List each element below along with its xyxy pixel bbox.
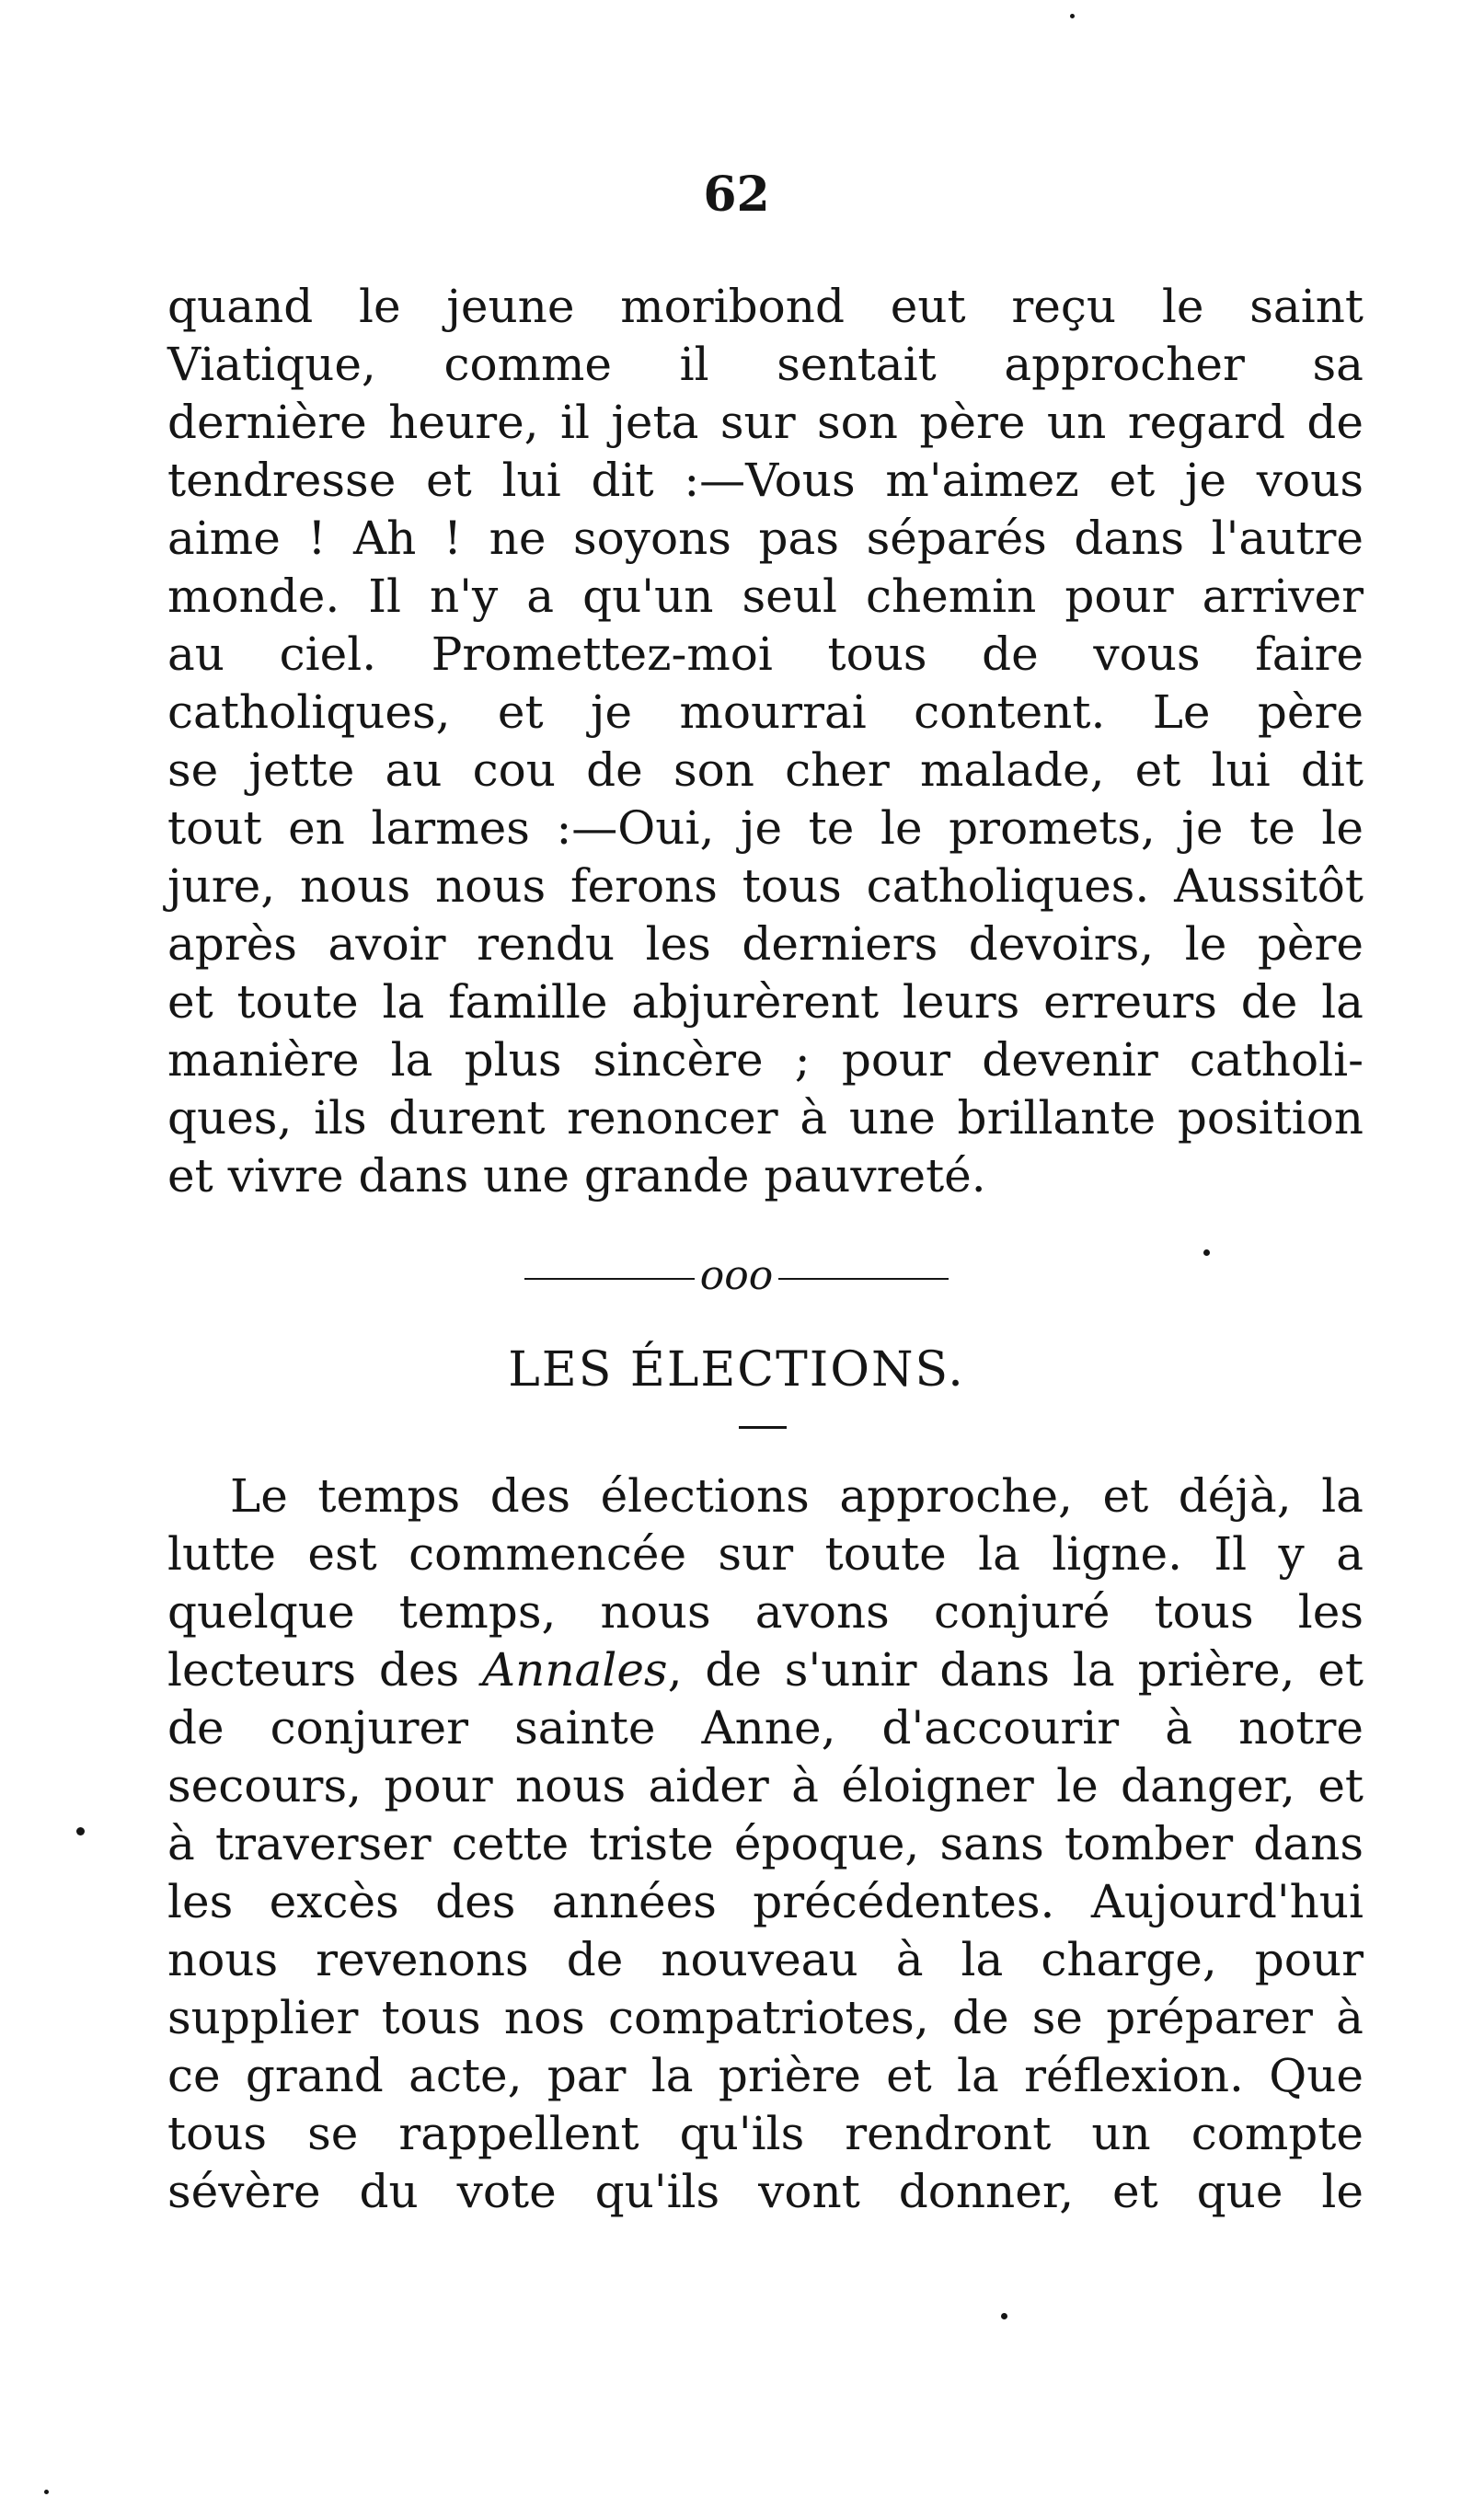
scan-speck (44, 2490, 49, 2494)
text-line: supplier tous nos compatriotes, de se préparer à (167, 1991, 1364, 2044)
separator-rule-left (524, 1278, 695, 1280)
text-line: aime ! Ah ! ne soyons pas séparés dans l'autre (167, 512, 1364, 565)
text-line: monde. Il n'y a qu'un seul chemin pour arriver (167, 570, 1364, 623)
text-line: et vivre dans une grande pauvreté. (167, 1149, 986, 1202)
text-line: tout en larmes :—Oui, je te le promets, je te le (167, 801, 1364, 855)
section-heading: LES ÉLECTIONS. (508, 1342, 965, 1398)
text-line: de conjurer sainte Anne, d'accourir à notre (167, 1701, 1364, 1755)
text-fragment: lecteurs des (167, 1643, 483, 1697)
text-line: ques, ils durent renoncer à une brillante position (167, 1091, 1364, 1145)
text-line: après avoir rendu les derniers devoirs, le père (167, 917, 1364, 971)
scan-speck (76, 1827, 85, 1835)
heading-underline (739, 1426, 787, 1429)
text-line: à traverser cette triste époque, sans tomber dans (167, 1817, 1364, 1870)
scan-speck (1070, 14, 1075, 18)
text-line: quand le jeune moribond eut reçu le saint (167, 280, 1364, 333)
text-line: tous se rappellent qu'ils rendront un compte (167, 2107, 1364, 2160)
bottom-paragraph (167, 1467, 1364, 2221)
page-number: 62 (703, 167, 770, 223)
text-line: tendresse et lui dit :—Vous m'aimez et je vous (167, 454, 1364, 507)
italic-title: Annales (482, 1643, 668, 1697)
text-line (167, 1641, 1364, 1699)
text-line: Viatique, comme il sentait approcher sa (167, 338, 1364, 391)
text-line: se jette au cou de son cher malade, et lui dit (167, 743, 1364, 797)
text-line: et toute la famille abjurèrent leurs erreurs de la (167, 975, 1364, 1029)
text-line: quelque temps, nous avons conjuré tous les (167, 1585, 1364, 1639)
text-line: catholiques, et je mourrai content. Le père (167, 685, 1364, 739)
text-line: Le temps des élections approche, et déjà, la (230, 1469, 1364, 1523)
text-line: les excès des années précédentes. Aujourd'hui (167, 1875, 1364, 1928)
separator-ornament: ooo (699, 1252, 774, 1299)
separator-rule-right (778, 1278, 949, 1280)
text-line: ce grand acte, par la prière et la réflexion. Que (167, 2049, 1364, 2102)
scan-speck (1001, 2313, 1007, 2319)
text-fragment: , de s'unir dans la prière, et (667, 1643, 1364, 1697)
text-line: au ciel. Promettez-moi tous de vous faire (167, 627, 1364, 681)
text-line: nous revenons de nouveau à la charge, pour (167, 1933, 1364, 1986)
text-line: manière la plus sincère ; pour devenir catholi- (167, 1033, 1364, 1087)
text-line: dernière heure, il jeta sur son père un regard de (167, 396, 1364, 449)
scan-speck (1203, 1249, 1210, 1256)
text-line: sévère du vote qu'ils vont donner, et que le (167, 2165, 1364, 2218)
section-separator (0, 1253, 1473, 1299)
top-paragraph (167, 278, 1364, 1205)
text-line: secours, pour nous aider à éloigner le danger, et (167, 1759, 1364, 1812)
text-line: lutte est commencée sur toute la ligne. Il y a (167, 1527, 1364, 1581)
text-line: jure, nous nous ferons tous catholiques. Aussitôt (167, 859, 1364, 913)
